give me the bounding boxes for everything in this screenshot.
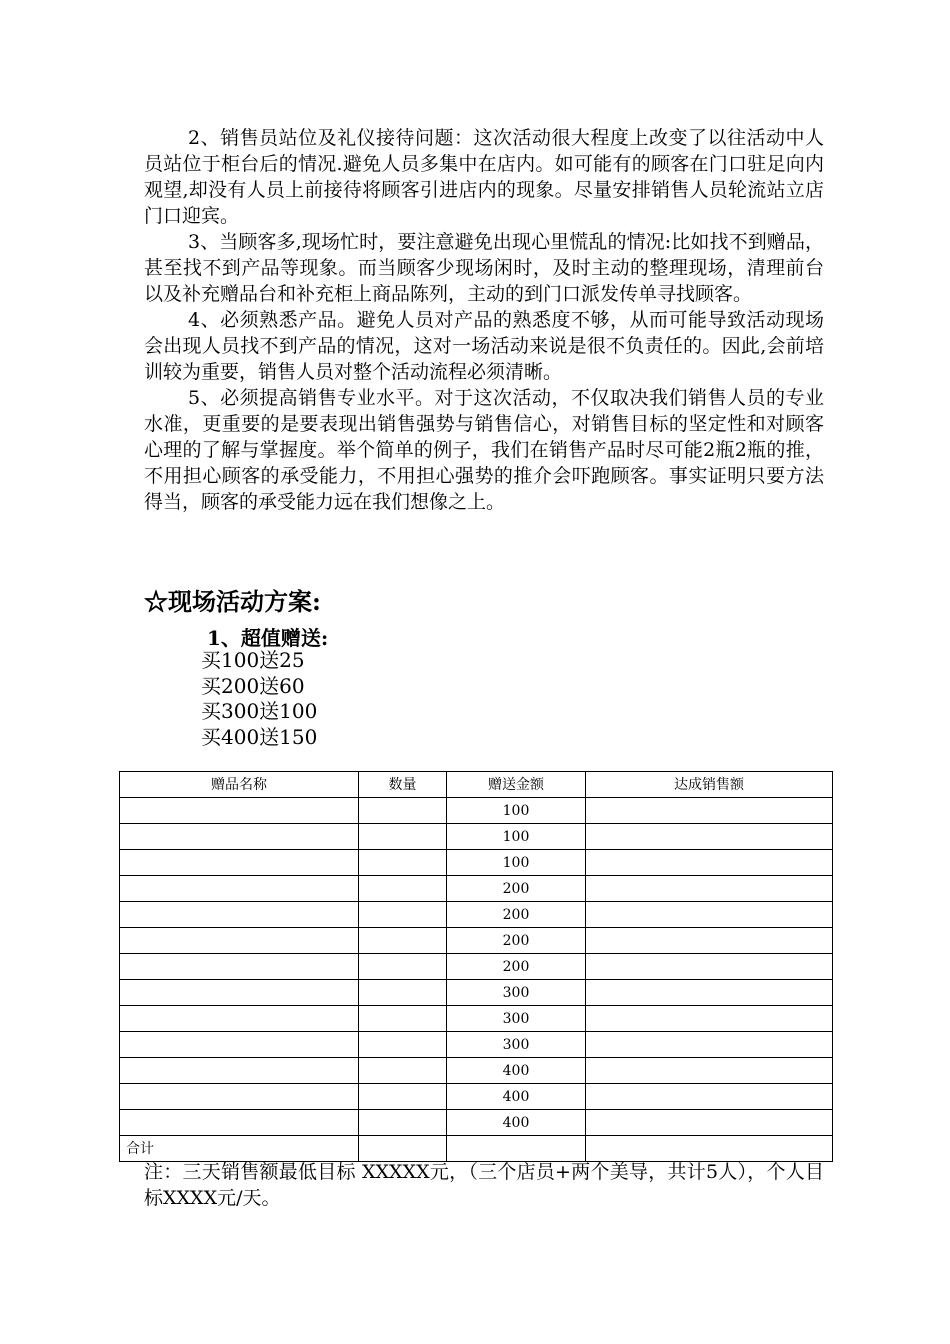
table-row [120, 876, 833, 902]
quantity-cell [359, 1006, 447, 1032]
paragraph-4: 4、必须熟悉产品。避免人员对产品的熟悉度不够，从而可能导致活动现场会出现人员找不到产品的情况，这对一场活动来说是很不负责任的。因此,会前培训较为重要，销售人员对整个活动流程必须清晰。 [144, 309, 824, 383]
gift-name-cell [120, 850, 359, 876]
sales-cell [586, 1006, 833, 1032]
gift-name-cell [120, 1084, 359, 1110]
sales-cell [586, 980, 833, 1006]
section-title: ☆现场活动方案: [144, 587, 321, 616]
quantity-cell [359, 1084, 447, 1110]
gift-name-cell [120, 824, 359, 850]
total-row [120, 1136, 833, 1162]
table-header-row [120, 772, 833, 798]
gift-name-cell [120, 1006, 359, 1032]
sales-cell [586, 824, 833, 850]
amount-cell: 300 [447, 1032, 586, 1058]
gift-table-body [120, 798, 833, 1162]
table-row [120, 824, 833, 850]
amount-cell: 400 [447, 1058, 586, 1084]
quantity-cell [359, 1110, 447, 1136]
gift-name-cell [120, 1058, 359, 1084]
sales-cell [586, 902, 833, 928]
paragraph-2: 2、销售员站位及礼仪接待问题：这次活动很大程度上改变了以往活动中人员站位于柜台后的情况.避免人员多集中在店内。如可能有的顾客在门口驻足向内观望,却没有人员上前接待将顾客引进店内的现象。尽量安排销售人员轮流站立店门口迎宾。 [144, 127, 824, 227]
sales-cell [586, 954, 833, 980]
quantity-cell [359, 876, 447, 902]
table-row [120, 1084, 833, 1110]
quantity-cell [359, 1032, 447, 1058]
sales-cell [586, 1058, 833, 1084]
amount-cell: 200 [447, 902, 586, 928]
quantity-cell [359, 1058, 447, 1084]
amount-cell: 100 [447, 850, 586, 876]
quantity-cell [359, 954, 447, 980]
gift-name-cell [120, 876, 359, 902]
amount-cell: 300 [447, 1006, 586, 1032]
total-amount-cell [447, 1136, 586, 1162]
quantity-cell [359, 850, 447, 876]
sales-cell [586, 1032, 833, 1058]
table-row [120, 1110, 833, 1136]
sales-cell [586, 876, 833, 902]
quantity-cell [359, 798, 447, 824]
table-row [120, 1058, 833, 1084]
sales-cell [586, 928, 833, 954]
offer-item: 买400送150 [201, 724, 318, 749]
gift-name-cell [120, 1032, 359, 1058]
sales-cell [586, 1110, 833, 1136]
table-row [120, 928, 833, 954]
amount-cell: 200 [447, 928, 586, 954]
quantity-cell [359, 902, 447, 928]
sales-cell [586, 798, 833, 824]
total-sales-cell [586, 1136, 833, 1162]
table-row [120, 1006, 833, 1032]
gift-name-cell [120, 798, 359, 824]
header-gift-amount: 赠送金额 [447, 772, 586, 798]
amount-cell: 200 [447, 954, 586, 980]
amount-cell: 400 [447, 1084, 586, 1110]
paragraph-3: 3、当顾客多,现场忙时，要注意避免出现心里慌乱的情况:比如找不到赠品，甚至找不到产品等现象。而当顾客少现场闲时，及时主动的整理现场，清理前台以及补充赠品台和补充柜上商品陈列，主动的到门口派发传单寻找顾客。 [144, 231, 824, 305]
offer-list [201, 648, 317, 750]
offer-item: 买100送25 [201, 648, 305, 672]
amount-cell: 300 [447, 980, 586, 1006]
gift-table [119, 771, 833, 1162]
amount-cell: 100 [447, 798, 586, 824]
header-quantity: 数量 [359, 772, 447, 798]
amount-cell: 400 [447, 1110, 586, 1136]
sales-target-note: 注：三天销售额最低目标 XXXXX元，（三个店员+两个美导，共计5人），个人目标XXXX元/天。 [144, 1161, 824, 1209]
sales-cell [586, 850, 833, 876]
sub-title: 1、超值赠送: [207, 626, 329, 650]
body-paragraphs [144, 125, 824, 515]
table-row [120, 954, 833, 980]
header-sales-achieved: 达成销售额 [586, 772, 833, 798]
gift-name-cell [120, 902, 359, 928]
quantity-cell [359, 928, 447, 954]
table-row [120, 1032, 833, 1058]
table-row [120, 902, 833, 928]
header-gift-name: 赠品名称 [120, 772, 359, 798]
offer-item: 买300送100 [201, 699, 318, 723]
paragraph-5: 5、必须提高销售专业水平。对于这次活动，不仅取决我们销售人员的专业水准，更重要的是要表现出销售强势与销售信心，对销售目标的坚定性和对顾客心理的了解与掌握度。举个简单的例子，我们在销售产品时尽可能2瓶2瓶的推，不用担心顾客的承受能力，不用担心强势的推介会吓跑顾客。事实证明只要方法得当，顾客的承受能力远在我们想像之上。 [144, 387, 824, 513]
gift-name-cell [120, 1110, 359, 1136]
amount-cell: 200 [447, 876, 586, 902]
total-label: 合计 [120, 1136, 359, 1162]
quantity-cell [359, 824, 447, 850]
table-row [120, 980, 833, 1006]
quantity-cell [359, 980, 447, 1006]
sales-cell [586, 1084, 833, 1110]
total-quantity-cell [359, 1136, 447, 1162]
table-row [120, 798, 833, 824]
table-row [120, 850, 833, 876]
amount-cell: 100 [447, 824, 586, 850]
gift-name-cell [120, 954, 359, 980]
gift-name-cell [120, 980, 359, 1006]
gift-name-cell [120, 928, 359, 954]
offer-item: 买200送60 [201, 673, 305, 698]
